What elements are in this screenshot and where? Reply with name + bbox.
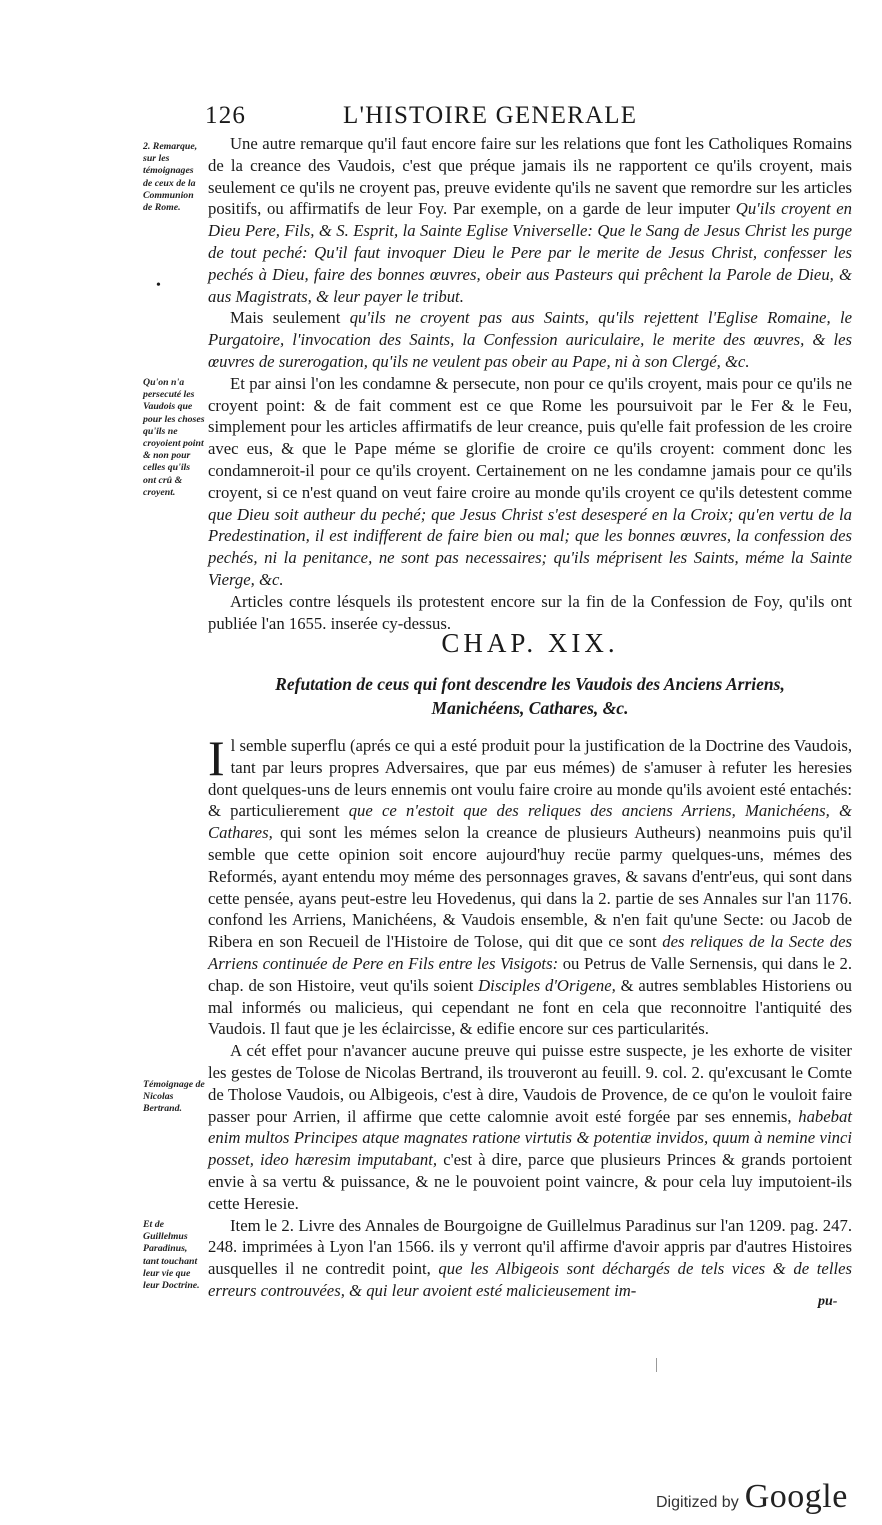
margin-bullet: • [156, 278, 161, 293]
paragraph [208, 307, 852, 372]
page-number: 126 [205, 102, 247, 129]
margin-note-paradinus: Et de Guillelmus Paradinus, tant touchant leur vie que leur Doctrine. [143, 1219, 200, 1292]
chapter-subtitle [208, 672, 852, 720]
text-run: A cét effet pour n'avancer aucune preuve qui puisse estre suspecte, je les exhorte de visiter les gestes de Tolose de Nicolas Bertrand, ils trouveront au feuill. 9. col. 2. qu'excusant le Comte de Tholose Vaudois, ou Albigeois, c'est à dire, Vaudois de Provence, de ce qu'on le vouloit faire passer pour Arrien, il affirme que cette calomnie avoit esté forgée par ses ennemis, [208, 1041, 852, 1126]
printing-mark [656, 1358, 657, 1372]
digitized-by-label: Digitized by [656, 1494, 739, 1511]
text-run: ou Petrus de Valle Sernensis, qui dans le 2. chap. de son Histoire, veut qu'ils soient [208, 953, 852, 995]
margin-note-remarque: 2. Remarque, sur les témoignages de ceux de la Communion de Rome. [143, 141, 198, 214]
paragraph [208, 1215, 852, 1302]
margin-note-bertrand: Témoignage de Nicolas Bertrand. [143, 1079, 205, 1115]
paragraph [208, 133, 852, 307]
italic-run: Disciples d'Origene, [478, 975, 616, 995]
digitized-by-watermark [656, 1478, 848, 1518]
paragraph [208, 730, 853, 1040]
text-run: c'est à dire, parce que plusieurs Princes & grands portoient envie à sa vertu & puissance, & ne le pouvoient point vaincre, & pour cela luy imputoient-ils cette Heresie. [208, 1150, 852, 1213]
upper-text-block [208, 133, 852, 634]
paragraph [208, 373, 852, 591]
text-run: l semble superflu (aprés ce qui a esté produit pour la justification de la Doctrine des Vaudois, tant par leurs propres Adversaires, que par eus mémes) de s'amuser à refuter les heresies dont quelques-uns de leurs ennemis ont voulu faire croire au monde qu'ils avoient esté entachés: & particulierement [208, 736, 852, 821]
text-run: qui sont les mémes selon la creance de plusieurs Autheurs) neanmoins puis qu'il semble que cette opinion soit encore aujourd'huy recüe parmy quelques-uns, mémes des Reformés, ayant entendu moy méme des personnages graves, & savans d'entr'eus, qui sont dans cette pensée, ayans peut-estre leu Hovedenus, qui dans la 2. partie de ses Annales sur l'an 1176. confond les Arriens, Manichéens, & Vaudois ensemble, & n'en fait qu'une Secte: ou Jacob de Ribera en son Recueil de l'Histoire de Tolose, qui dit que ce sont [208, 823, 852, 952]
italic-run: habebat enim multos Principes atque magnates ratione virtutis & potentiæ invidos, quum à nemine vinci posset, ideo hæresim imputabant, [208, 1106, 852, 1170]
italic-run: des reliques de la Secte des Arriens continuée de Pere en Fils entre les Visigots: [208, 932, 852, 973]
drop-cap: I [208, 730, 225, 786]
text-run: & autres semblables Historiens ou mal informés ou malicieus, qui cependant ne font en cela que reconnoitre l'antiquité des Vaudois. Il faut que je les éclaircisse, & edifie encore sur ces particularités. [208, 975, 853, 1039]
italic-run: que ce n'estoit que des reliques des anciens Arriens, Manichéens, & Cathares, [208, 801, 852, 843]
chapter-subtitle-line: Refutation de ceus qui font descendre les Vaudois des Anciens Arriens, [275, 674, 785, 694]
margin-note-persecution: Qu'on n'a persecuté les Vaudois que pour les choses qu'ils ne croyoient point & non pour celles qu'ils ont crû & croyent. [143, 377, 205, 498]
italic-run: que les Albigeois sont déchargés de tels vices & de telles erreurs controuvées, & qui leur avoient esté malicieusement im- [208, 1259, 852, 1300]
text-run: Item le 2. Livre des Annales de Bourgoigne de Guillelmus Paradinus sur l'an 1209. pag. 247. 248. imprimées à Lyon l'an 1566. ils y verront qu'il affirme d'avoir appris par d'autres Histoires ausquelles il ne contredit point, [208, 1215, 852, 1279]
text-run: Et par ainsi l'on les condamne & persecute, non pour ce qu'ils croyent, mais pour ce qu'ils ne croyent point: & de fait comment est ce que Rome les poursuivoit par le Fer & le Feu, simplement pour les articles affirmatifs de leur creance, puis qu'elle fait profession de les croire avec eus, & que le Pape méme se glorifie de croire ce qu'ils croyent: comment donc les condamneroit-il pour ce qu'ils croyent. Certainement on ne les condamne jamais pour ce qu'ils croyent, si ce n'est quand on veut faire croire au monde qu'ils croyent ce qu'ils detestent comme [208, 373, 852, 502]
italic-run: que Dieu soit autheur du peché; que Jesus Christ s'est desesperé en la Croix; qu'en vertu de la Predestination, il est indifferent de faire bien ou mal; que les bonnes œuvres, la confession des pechés, ni la penitance, ne sont pas necessaires; qu'ils méprisent les Saints, méme la Sainte Vierge, &c. [208, 504, 852, 589]
text-run: Une autre remarque qu'il faut encore faire sur les relations que font les Catholiques Romains de la creance des Vaudois, c'est que préque jamais ils ne rapportent ce qu'ils croyent, mais seulement ce qu'ils ne croyent pas, preuve evidente qu'ils ne savent que remordre sur les articles positifs, ou affirmatifs de leur Foy. Par exemple, on a garde de leur imputer [208, 134, 852, 219]
catchword: pu- [818, 1294, 838, 1309]
page-header [205, 102, 845, 136]
running-title: L'HISTOIRE GENERALE [343, 102, 638, 129]
italic-run: Qu'ils croyent en Dieu Pere, Fils, & S. Esprit, la Sainte Eglise Vniverselle: Que le Sang de Jesus Christ les purge de tout peché: Qu'il faut invoquer Dieu le Pere par le merite de Jesus Christ, confesser les pechés à Dieu, faire des bonnes œuvres, obeir aus Pasteurs qui prêchent la Parole de Dieu, & aus Magistrats, & leur payer le tribut. [208, 199, 852, 306]
chapter-subtitle-line: Manichéens, Cathares, &c. [431, 698, 629, 718]
lower-text-block [208, 730, 853, 1302]
italic-run: qu'ils ne croyent pas aus Saints, qu'ils rejettent l'Eglise Romaine, le Purgatoire, l'invocation des Saints, la Confession auriculaire, le merite des œuvres, & les œuvres de surerogation, qu'ils ne veulent pas obeir au Pape, ni à son Clergé, &c. [208, 308, 853, 371]
google-logo: Google [744, 1478, 848, 1515]
chapter-heading: CHAP. XIX. [441, 628, 619, 658]
paragraph [208, 1040, 852, 1214]
text-run: Mais seulement [230, 308, 350, 328]
text-run: Articles contre lésquels ils protestent encore sur la fin de la Confession de Foy, qu'ils ont publiée l'an 1655. inserée cy-dessus. [208, 591, 852, 633]
